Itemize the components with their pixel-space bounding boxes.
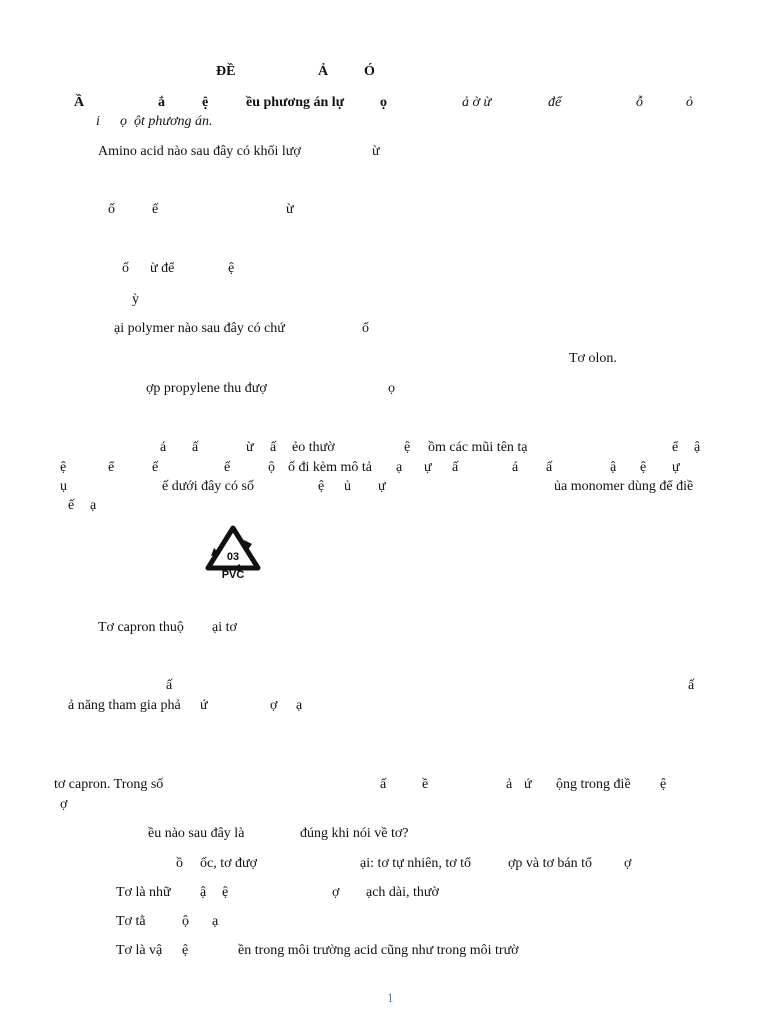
option-b-fragment: ợ [332, 885, 340, 900]
question-8-line2: ả năng tham gia phả [68, 698, 181, 713]
q6-line3-frag: ủa monomer dùng để điề [554, 479, 694, 494]
q6-line2-frag: ậ [610, 460, 617, 475]
q6-line2-frag: ế [224, 460, 231, 475]
question-2-fragment-b: ế [152, 202, 159, 217]
question-3-fragment-b: ừ để [150, 261, 175, 276]
section-line2-c: ột phương án. [134, 114, 213, 129]
q6-line3-frag: ụ [60, 479, 67, 494]
question-9-fragment-e: ứ [524, 777, 532, 792]
question-9-fragment-c: ề [422, 777, 429, 792]
q6-line3-frag: ủ [344, 479, 351, 494]
option-b-fragment: Tơ là nhữ [116, 885, 171, 900]
heading-part-2: Ả [318, 64, 329, 79]
section-line2-b: ọ [120, 114, 127, 129]
q6-line3-frag: ế dưới đây có số [162, 479, 254, 494]
question-2-fragment-c: ừ [286, 202, 294, 217]
option-c-fragment: ộ [182, 914, 189, 929]
question-10-tail: đúng khi nói về tơ? [300, 826, 409, 841]
option-a-fragment: ốc, tơ đượ [200, 856, 257, 871]
recycle-number: 03 [226, 551, 240, 563]
question-8-line2-d: ạ [296, 698, 303, 713]
question-7-tail: ại tơ [212, 620, 237, 635]
question-1-tail: ừ [372, 144, 380, 159]
recycle-label: PVC [221, 569, 245, 580]
question-2-fragment-a: ố [108, 202, 115, 217]
option-c-fragment: Tơ tằ [116, 914, 146, 929]
option-a-fragment: ợ [624, 856, 632, 871]
q6-line4-frag: ế [68, 498, 75, 513]
q6-line1-frag: ừ [246, 440, 254, 455]
question-9-fragment-g: ệ [660, 777, 667, 792]
section-fragment-b: ệ [202, 95, 209, 110]
q6-line1-frag: ấ [270, 440, 277, 455]
section-bold-text: ều phương án lự [246, 95, 345, 110]
q6-line2-frag: ệ [640, 460, 647, 475]
option-b-fragment: ạch dài, thườ [366, 885, 439, 900]
q6-line2-frag: ệ [60, 460, 67, 475]
q6-line2-frag: ộ [268, 460, 275, 475]
option-a-fragment: ồ [176, 856, 183, 871]
q6-line4-frag: ạ [90, 498, 97, 513]
heading-part-1: ĐỀ [216, 64, 236, 79]
section-line2-a: i [96, 114, 100, 129]
option-d-fragment: Tơ là vậ [116, 943, 163, 958]
question-10-text: ều nào sau đây là [148, 826, 245, 841]
page-number: 1 [387, 990, 394, 1005]
question-3-fragment-c: ệ [228, 261, 235, 276]
section-lead: Ầ [74, 95, 85, 110]
option-a-fragment: ợp và tơ bán tổ [508, 856, 593, 871]
option-b-fragment: ệ [222, 885, 229, 900]
q6-line2-frag: ự [672, 460, 680, 475]
q6-line2-frag: ố đi kèm mô tả [288, 460, 372, 475]
q6-line2-frag: ấ [546, 460, 553, 475]
question-8-fragment-a: ấ [166, 678, 173, 693]
question-9-text: tơ capron. Trong số [54, 777, 164, 792]
question-1-text: Amino acid nào sau đây có khối lượ [98, 144, 301, 159]
question-8-line2-c: ợ [270, 698, 278, 713]
q6-line1-frag: ồm các mũi tên tạ [428, 440, 528, 455]
question-3-fragment-a: ố [122, 261, 129, 276]
question-4-tail: ố [362, 321, 369, 336]
q6-line1-frag: ẻo thườ [292, 440, 335, 455]
q6-line2-frag: ể [108, 460, 115, 475]
section-italic-a: ả ờ ừ [462, 95, 492, 110]
q6-line2-frag: ự [424, 460, 432, 475]
q6-line1-frag: á [160, 440, 167, 455]
q6-line2-frag: ạ [396, 460, 403, 475]
option-c-fragment: ạ [212, 914, 219, 929]
q6-line2-frag: ấ [452, 460, 459, 475]
question-9-fragment-b: ấ [380, 777, 387, 792]
q6-line3-frag: ệ [318, 479, 325, 494]
q6-line1-frag: ể [672, 440, 679, 455]
q6-line1-frag: ấ [192, 440, 199, 455]
question-8-line2-b: ứ [200, 698, 208, 713]
option-a-fragment: ại: tơ tự nhiên, tơ tổ [360, 856, 472, 871]
question-8-fragment-b: ấ [688, 678, 695, 693]
section-italic-d: ỏ [686, 95, 693, 110]
question-9-fragment-f: ộng trong điề [556, 777, 631, 792]
q6-line2-frag: ế [152, 460, 159, 475]
question-9-fragment-d: ả [506, 777, 513, 792]
q6-line1-frag: ậ [694, 440, 701, 455]
question-4-option: Tơ olon. [569, 351, 617, 366]
option-d-fragment: ệ [182, 943, 189, 958]
section-fragment-a: ắ [158, 95, 165, 110]
question-5-text: ợp propylene thu đượ [146, 381, 267, 396]
question-7-text: Tơ capron thuộ [98, 620, 184, 635]
question-9-fragment-h: ợ [60, 797, 68, 812]
question-4-text: ại polymer nào sau đây có chứ [114, 321, 285, 336]
option-d-fragment: ền trong môi trường acid cũng như trong môi trườ [238, 943, 519, 958]
heading-part-3: Ó [364, 64, 375, 79]
q6-line1-frag: ệ [404, 440, 411, 455]
question-3-fragment-d: ỳ [132, 292, 139, 307]
section-italic-b: để [548, 95, 562, 110]
question-5-tail: ọ [388, 381, 395, 396]
q6-line3-frag: ự [378, 479, 386, 494]
q6-line2-frag: á [512, 460, 519, 475]
pvc-recycle-symbol-icon [200, 524, 266, 580]
option-b-fragment: ậ [200, 885, 207, 900]
section-fragment-c: ọ [380, 95, 387, 110]
section-italic-c: ỗ [636, 95, 643, 110]
